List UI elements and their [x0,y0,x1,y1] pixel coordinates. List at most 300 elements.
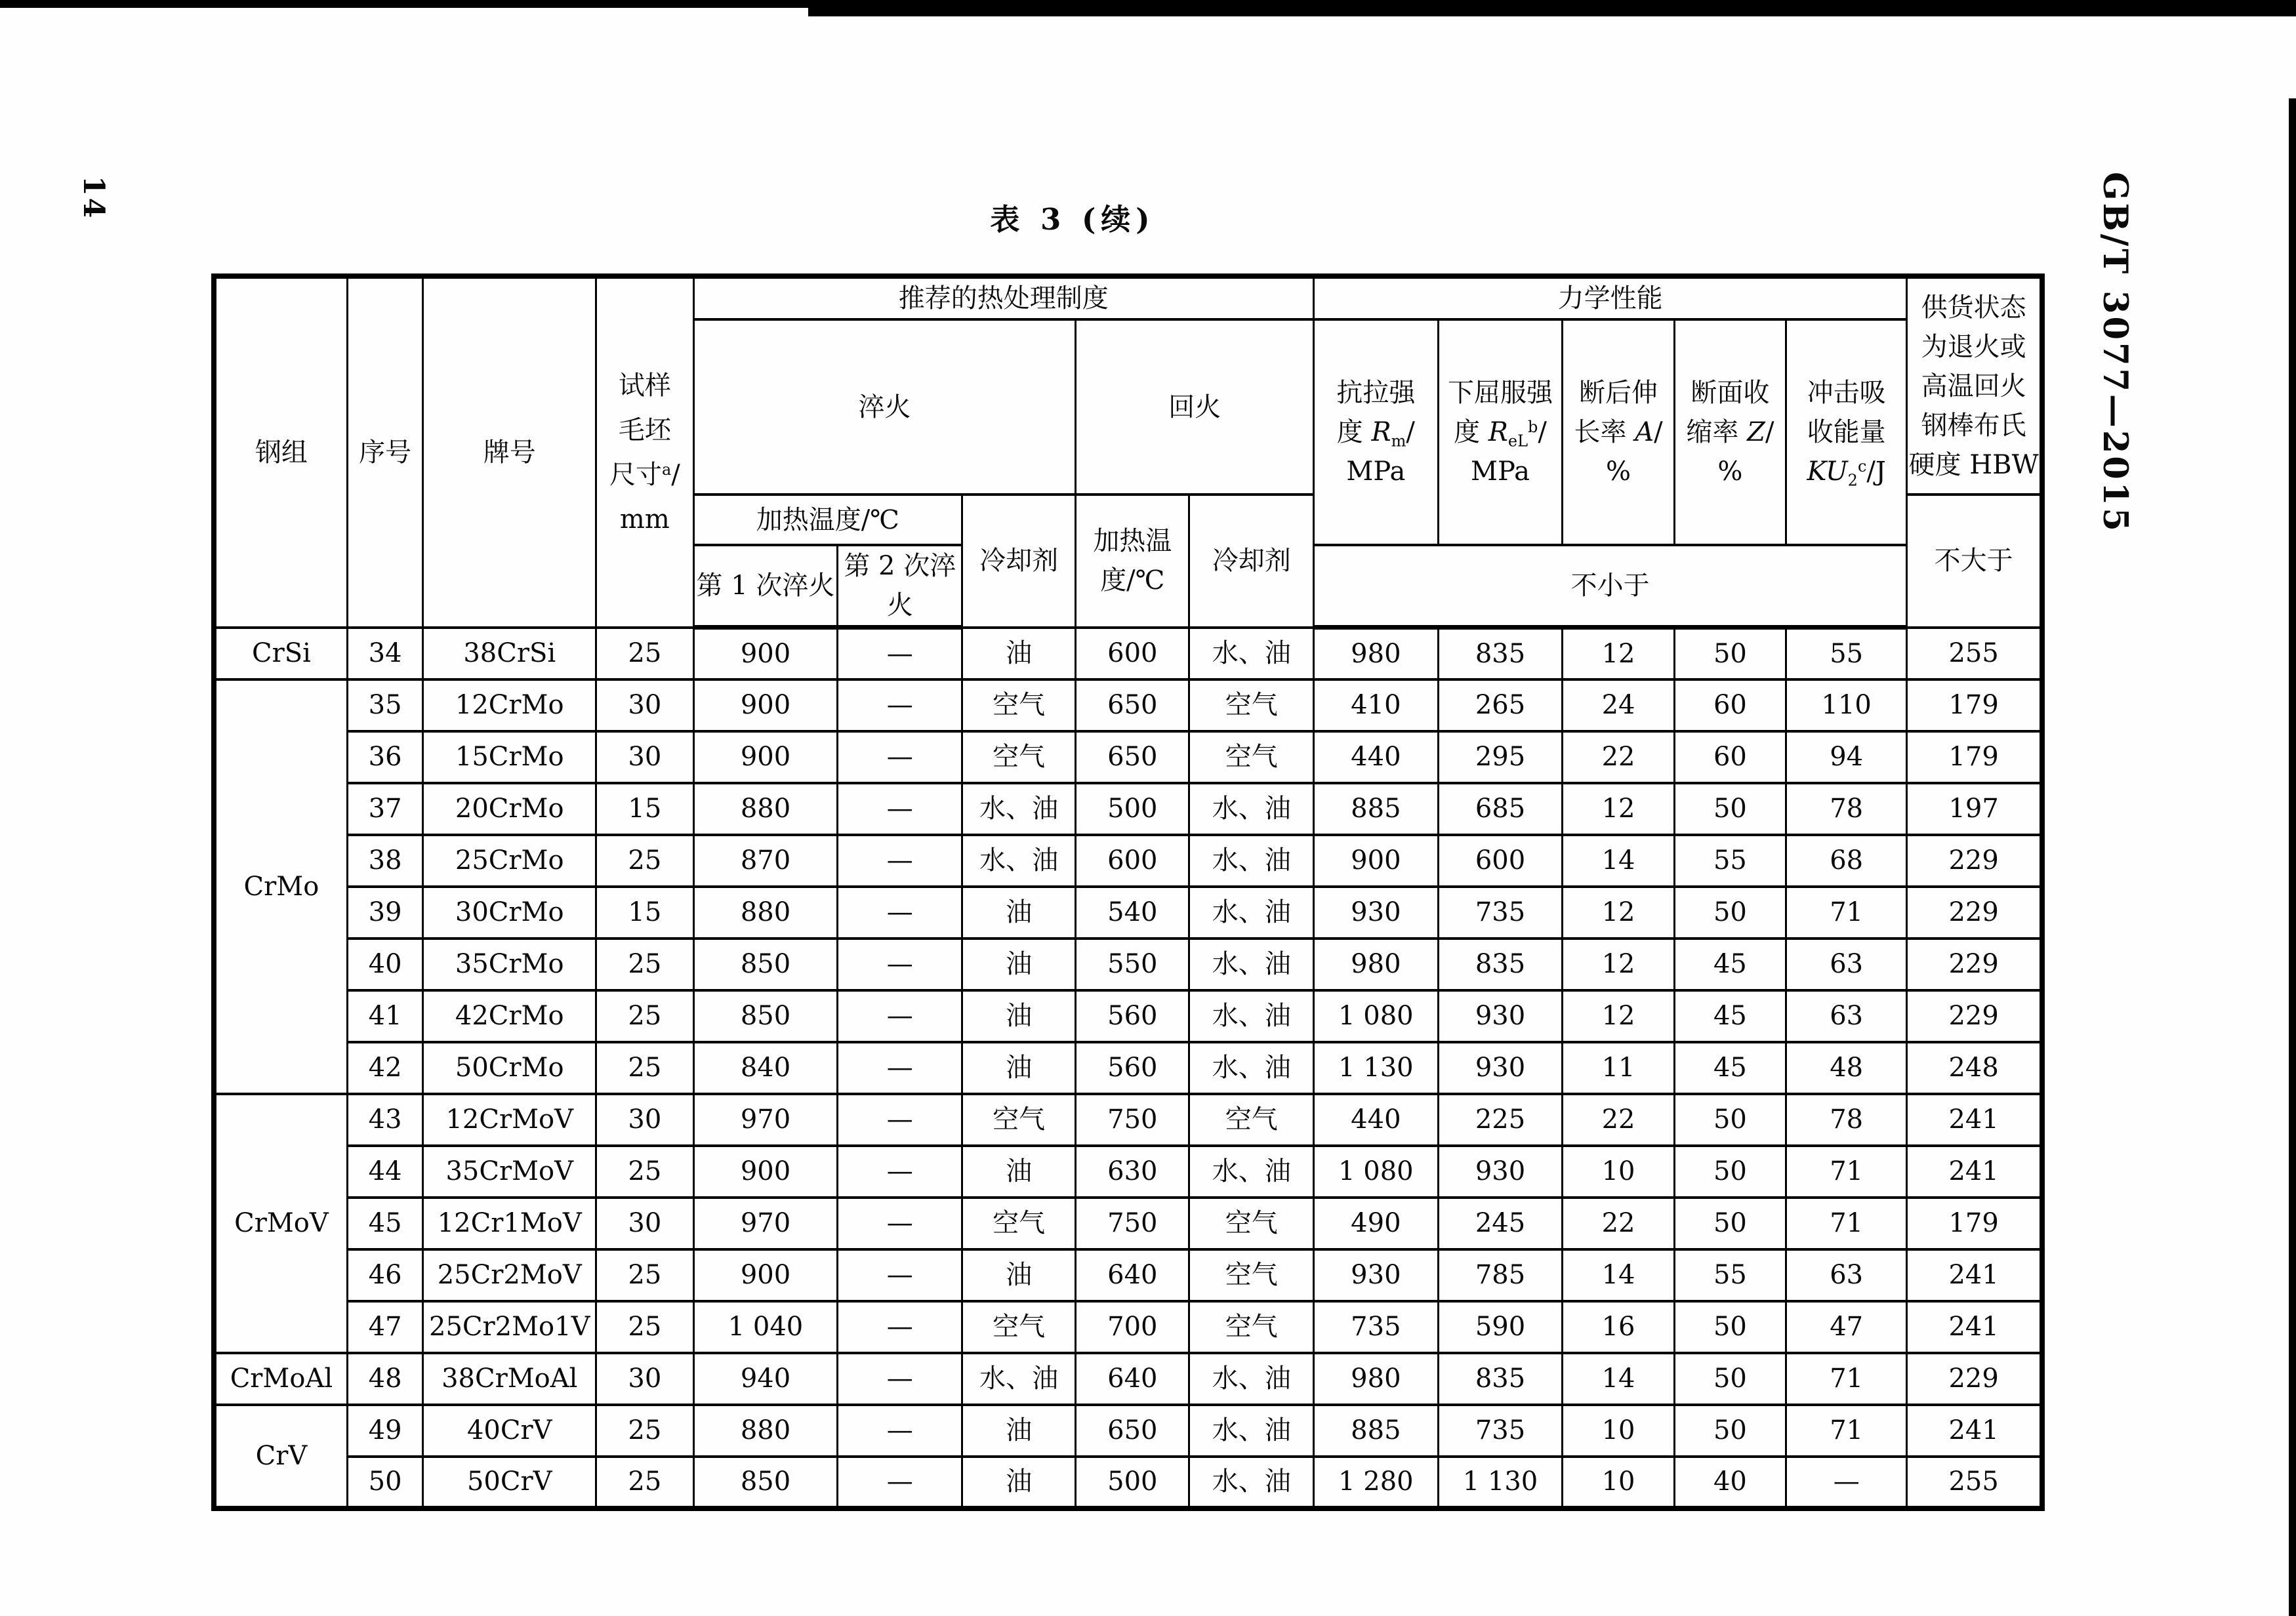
cell-coolant_t: 水、油 [1189,1457,1314,1508]
ku-footnote-c: c [1857,456,1867,475]
cell-z: 50 [1674,628,1786,679]
cell-z: 50 [1674,1198,1786,1249]
table-row [214,835,2042,887]
cell-rm: 885 [1314,1405,1439,1457]
cell-quench2: — [838,628,962,679]
cell-size: 25 [596,835,693,887]
cell-ku: 63 [1786,939,1907,990]
col-header-heating-temp-temper [1076,495,1189,628]
cell-size: 15 [596,887,693,939]
specimen-line4: mm [619,504,670,535]
cell-ku: 63 [1786,990,1907,1042]
cell-hbw: 241 [1907,1249,2042,1301]
cell-rm: 735 [1314,1301,1439,1353]
col-header-heat-treatment: 推荐的热处理制度 [693,276,1313,319]
cell-coolant_t: 空气 [1189,1198,1314,1249]
table-row [214,990,2042,1042]
cell-temper_temp: 560 [1076,990,1189,1042]
cell-rm: 1 080 [1314,990,1439,1042]
cell-rel: 835 [1438,939,1563,990]
cell-rm: 980 [1314,939,1439,990]
cell-coolant_q: 水、油 [962,1353,1076,1405]
cell-quench2: — [838,835,962,887]
specimen-line3-slash: / [671,459,680,490]
cell-steel-group: CrMoAl [214,1353,347,1405]
cell-ku: 63 [1786,1249,1907,1301]
cell-grade: 40CrV [423,1405,596,1457]
cell-ku: 47 [1786,1301,1907,1353]
ku-line1: 冲击吸 [1807,378,1886,408]
ku-line2: 收能量 [1807,417,1886,447]
cell-z: 55 [1674,1249,1786,1301]
cell-size: 25 [596,990,693,1042]
cell-temper_temp: 700 [1076,1301,1189,1353]
cell-coolant_q: 油 [962,1457,1076,1508]
cell-coolant_q: 空气 [962,1198,1076,1249]
cell-quench1: 970 [693,1094,838,1146]
cell-rel: 600 [1438,835,1563,887]
cell-serial: 44 [347,1146,422,1198]
cell-steel-group: CrV [214,1405,347,1508]
cell-rm: 490 [1314,1198,1439,1249]
cell-hbw: 229 [1907,990,2042,1042]
cell-rel: 835 [1438,628,1563,679]
ku-line3 [1787,452,1906,491]
rel-line2-pre: 度 [1454,417,1488,447]
cell-size: 25 [596,1405,693,1457]
cell-coolant_t: 水、油 [1189,939,1314,990]
cell-a: 12 [1563,990,1674,1042]
cell-rm: 440 [1314,731,1439,783]
cell-quench1: 900 [693,1249,838,1301]
cell-steel-group: CrMoV [214,1094,347,1353]
ku-subscript: 2 [1847,471,1858,490]
cell-rm: 1 280 [1314,1457,1439,1508]
delivery-line4: 钢棒布氏 [1921,410,2026,441]
cell-size: 25 [596,939,693,990]
col-header-coolant-quench: 冷却剂 [962,495,1076,628]
a-line2-pre: 长率 [1574,417,1635,447]
cell-a: 11 [1563,1042,1674,1094]
cell-temper_temp: 550 [1076,939,1189,990]
cell-coolant_t: 水、油 [1189,628,1314,679]
col-header-first-quench: 第 1 次淬火 [693,545,838,628]
cell-quench1: 880 [693,887,838,939]
cell-quench2: — [838,1094,962,1146]
temper-temp-line1: 加热温 [1093,526,1172,557]
cell-quench1: 850 [693,990,838,1042]
cell-serial: 42 [347,1042,422,1094]
cell-grade: 12Cr1MoV [423,1198,596,1249]
cell-z: 50 [1674,1094,1786,1146]
cell-a: 12 [1563,783,1674,835]
cell-ku: 71 [1786,1146,1907,1198]
cell-grade: 12CrMoV [423,1094,596,1146]
cell-a: 10 [1563,1457,1674,1508]
cell-size: 30 [596,1353,693,1405]
cell-quench2: — [838,679,962,731]
cell-serial: 41 [347,990,422,1042]
cell-quench2: — [838,1457,962,1508]
cell-ku: 71 [1786,1353,1907,1405]
cell-rel: 785 [1438,1249,1563,1301]
col-header-reduction-of-area [1674,319,1786,545]
cell-coolant_q: 油 [962,1249,1076,1301]
cell-ku: 94 [1786,731,1907,783]
cell-size: 30 [596,1198,693,1249]
cell-quench1: 900 [693,679,838,731]
cell-temper_temp: 630 [1076,1146,1189,1198]
cell-serial: 35 [347,679,422,731]
cell-hbw: 197 [1907,783,2042,835]
col-header-steel-group: 钢组 [214,276,347,628]
cell-z: 50 [1674,1353,1786,1405]
rm-line3: MPa [1346,456,1406,487]
cell-serial: 46 [347,1249,422,1301]
cell-grade: 35CrMo [423,939,596,990]
cell-z: 50 [1674,887,1786,939]
cell-rel: 835 [1438,1353,1563,1405]
cell-rm: 885 [1314,783,1439,835]
cell-quench1: 880 [693,783,838,835]
cell-hbw: 241 [1907,1301,2042,1353]
cell-quench1: 880 [693,1405,838,1457]
cell-ku: 78 [1786,783,1907,835]
cell-size: 25 [596,1457,693,1508]
cell-grade: 25Cr2MoV [423,1249,596,1301]
col-header-quenching: 淬火 [693,319,1076,495]
cell-steel-group: CrSi [214,628,347,679]
cell-temper_temp: 540 [1076,887,1189,939]
cell-serial: 38 [347,835,422,887]
cell-grade: 35CrMoV [423,1146,596,1198]
cell-coolant_q: 油 [962,1405,1076,1457]
cell-grade: 50CrMo [423,1042,596,1094]
steel-properties-table [211,273,2045,1511]
cell-hbw: 255 [1907,1457,2042,1508]
cell-a: 10 [1563,1405,1674,1457]
cell-coolant_t: 空气 [1189,1094,1314,1146]
cell-ku: 71 [1786,1405,1907,1457]
cell-temper_temp: 560 [1076,1042,1189,1094]
col-header-yield-strength [1438,319,1563,545]
cell-size: 15 [596,783,693,835]
cell-a: 22 [1563,1094,1674,1146]
cell-ku: 48 [1786,1042,1907,1094]
cell-rel: 245 [1438,1198,1563,1249]
table-title: 表 3 (续) [990,202,1155,237]
z-line1: 断面收 [1691,378,1770,408]
delivery-line5: 硬度 HBW [1908,449,2039,480]
cell-hbw: 229 [1907,835,2042,887]
rel-symbol: R [1488,417,1508,447]
table-row [214,1457,2042,1508]
table-row [214,1301,2042,1353]
cell-hbw: 248 [1907,1042,2042,1094]
cell-coolant_q: 空气 [962,679,1076,731]
cell-hbw: 255 [1907,628,2042,679]
scan-edge-top-secondary [808,8,2296,16]
col-header-tempering: 回火 [1076,319,1314,495]
cell-coolant_q: 油 [962,628,1076,679]
cell-rel: 735 [1438,1405,1563,1457]
cell-coolant_q: 空气 [962,731,1076,783]
cell-serial: 36 [347,731,422,783]
rel-footnote-b: b [1528,417,1538,436]
cell-temper_temp: 640 [1076,1353,1189,1405]
cell-temper_temp: 600 [1076,628,1189,679]
cell-z: 50 [1674,783,1786,835]
rel-line2 [1439,413,1562,452]
specimen-line2: 毛坯 [618,414,671,445]
a-line3: % [1606,456,1631,487]
z-line2-post: / [1765,417,1774,447]
cell-serial: 43 [347,1094,422,1146]
col-header-not-less-than: 不小于 [1314,545,1907,628]
cell-coolant_t: 水、油 [1189,1405,1314,1457]
cell-temper_temp: 640 [1076,1249,1189,1301]
cell-rm: 1 080 [1314,1146,1439,1198]
col-header-mech-props: 力学性能 [1314,276,1907,319]
col-header-serial: 序号 [347,276,422,628]
col-header-delivery-hbw [1907,276,2042,495]
rm-line2-pre: 度 [1336,417,1372,447]
standard-code: GB/T 3077—2015 [2095,172,2135,534]
cell-coolant_t: 空气 [1189,1249,1314,1301]
cell-temper_temp: 650 [1076,679,1189,731]
ku-symbol: KU [1807,456,1848,487]
cell-coolant_q: 水、油 [962,783,1076,835]
cell-size: 30 [596,1094,693,1146]
cell-coolant_q: 水、油 [962,835,1076,887]
col-header-specimen-size [596,276,693,628]
scan-edge-right [2289,98,2296,1616]
table-row [214,1405,2042,1457]
cell-z: 45 [1674,990,1786,1042]
specimen-line1: 试样 [618,370,671,401]
cell-hbw: 241 [1907,1094,2042,1146]
cell-serial: 37 [347,783,422,835]
cell-rel: 735 [1438,887,1563,939]
cell-a: 10 [1563,1146,1674,1198]
cell-quench1: 840 [693,1042,838,1094]
cell-a: 12 [1563,628,1674,679]
ku-line3-post: /J [1866,456,1886,487]
delivery-line3: 高温回火 [1921,371,2026,401]
cell-rm: 900 [1314,835,1439,887]
cell-hbw: 229 [1907,887,2042,939]
cell-grade: 25Cr2Mo1V [423,1301,596,1353]
cell-steel-group: CrMo [214,679,347,1094]
cell-z: 50 [1674,1301,1786,1353]
cell-quench2: — [838,939,962,990]
cell-serial: 40 [347,939,422,990]
cell-quench1: 900 [693,731,838,783]
cell-ku: 71 [1786,1198,1907,1249]
cell-quench1: 870 [693,835,838,887]
cell-size: 25 [596,1249,693,1301]
cell-grade: 25CrMo [423,835,596,887]
cell-z: 50 [1674,1146,1786,1198]
cell-coolant_t: 水、油 [1189,887,1314,939]
cell-coolant_t: 空气 [1189,1301,1314,1353]
rel-line3: MPa [1471,456,1530,487]
rm-line1: 抗拉强 [1336,378,1416,408]
table-row [214,1042,2042,1094]
cell-grade: 30CrMo [423,887,596,939]
table-row [214,939,2042,990]
cell-quench1: 1 040 [693,1301,838,1353]
rel-subscript: eL [1507,432,1528,451]
cell-z: 60 [1674,679,1786,731]
cell-temper_temp: 650 [1076,731,1189,783]
cell-temper_temp: 650 [1076,1405,1189,1457]
cell-quench2: — [838,990,962,1042]
cell-a: 22 [1563,731,1674,783]
cell-quench2: — [838,783,962,835]
col-header-impact-energy [1786,319,1907,545]
cell-coolant_q: 空气 [962,1301,1076,1353]
cell-grade: 15CrMo [423,731,596,783]
rm-line2-post: / [1406,417,1415,447]
cell-a: 14 [1563,1353,1674,1405]
cell-hbw: 241 [1907,1405,2042,1457]
cell-size: 30 [596,679,693,731]
page-number: 14 [77,176,110,220]
cell-coolant_q: 油 [962,887,1076,939]
a-line1: 断后伸 [1579,378,1658,408]
cell-coolant_t: 水、油 [1189,1042,1314,1094]
cell-quench1: 940 [693,1353,838,1405]
z-symbol: Z [1747,417,1765,447]
cell-z: 45 [1674,1042,1786,1094]
table-row [214,1353,2042,1405]
cell-rel: 685 [1438,783,1563,835]
cell-a: 12 [1563,939,1674,990]
cell-temper_temp: 750 [1076,1198,1189,1249]
cell-quench2: — [838,1198,962,1249]
cell-temper_temp: 750 [1076,1094,1189,1146]
cell-coolant_t: 水、油 [1189,783,1314,835]
cell-hbw: 179 [1907,731,2042,783]
cell-rm: 980 [1314,1353,1439,1405]
table-row [214,1249,2042,1301]
cell-hbw: 229 [1907,939,2042,990]
cell-z: 45 [1674,939,1786,990]
cell-a: 16 [1563,1301,1674,1353]
rm-line2 [1315,413,1437,452]
rm-symbol: R [1371,417,1391,447]
specimen-line3-text: 尺寸 [609,459,662,490]
cell-coolant_t: 水、油 [1189,1146,1314,1198]
cell-hbw: 179 [1907,679,2042,731]
z-line2-pre: 缩率 [1686,417,1748,447]
cell-hbw: 241 [1907,1146,2042,1198]
col-header-not-greater-than: 不大于 [1907,495,2042,628]
cell-temper_temp: 500 [1076,1457,1189,1508]
table-row [214,731,2042,783]
cell-z: 55 [1674,835,1786,887]
col-header-elongation [1563,319,1674,545]
cell-z: 60 [1674,731,1786,783]
cell-size: 25 [596,1146,693,1198]
cell-ku: — [1786,1457,1907,1508]
cell-rm: 440 [1314,1094,1439,1146]
cell-serial: 48 [347,1353,422,1405]
cell-quench2: — [838,1353,962,1405]
cell-size: 25 [596,1042,693,1094]
table-row [214,1198,2042,1249]
cell-rel: 930 [1438,990,1563,1042]
cell-quench2: — [838,1146,962,1198]
cell-rm: 930 [1314,1249,1439,1301]
col-header-heating-temp-quench: 加热温度/℃ [693,495,962,545]
cell-serial: 45 [347,1198,422,1249]
cell-a: 14 [1563,1249,1674,1301]
col-header-coolant-temper: 冷却剂 [1189,495,1314,628]
cell-rm: 980 [1314,628,1439,679]
cell-rel: 295 [1438,731,1563,783]
cell-grade: 20CrMo [423,783,596,835]
cell-temper_temp: 600 [1076,835,1189,887]
cell-a: 12 [1563,887,1674,939]
rel-line1: 下屈服强 [1447,378,1553,408]
cell-rm: 1 130 [1314,1042,1439,1094]
specimen-footnote-a: a [661,460,672,479]
a-symbol: A [1635,417,1654,447]
cell-quench1: 850 [693,1457,838,1508]
cell-serial: 39 [347,887,422,939]
scan-edge-top [0,0,2296,8]
cell-coolant_t: 水、油 [1189,1353,1314,1405]
table-body [214,628,2042,1508]
cell-coolant_q: 油 [962,990,1076,1042]
cell-rel: 590 [1438,1301,1563,1353]
cell-quench2: — [838,1042,962,1094]
table-row [214,1146,2042,1198]
cell-size: 25 [596,628,693,679]
a-line2-post: / [1654,417,1663,447]
cell-quench2: — [838,731,962,783]
cell-grade: 38CrMoAl [423,1353,596,1405]
z-line3: % [1717,456,1743,487]
delivery-line1: 供货状态 [1921,292,2026,323]
cell-hbw: 229 [1907,1353,2042,1405]
cell-serial: 47 [347,1301,422,1353]
cell-a: 22 [1563,1198,1674,1249]
cell-coolant_t: 水、油 [1189,835,1314,887]
table-row [214,887,2042,939]
cell-temper_temp: 500 [1076,783,1189,835]
cell-a: 14 [1563,835,1674,887]
cell-coolant_q: 油 [962,939,1076,990]
cell-serial: 49 [347,1405,422,1457]
cell-quench2: — [838,1405,962,1457]
cell-serial: 50 [347,1457,422,1508]
cell-serial: 34 [347,628,422,679]
rm-subscript: m [1391,432,1406,451]
rel-line2-post: / [1538,417,1547,447]
table-row [214,679,2042,731]
cell-ku: 55 [1786,628,1907,679]
cell-quench1: 850 [693,939,838,990]
cell-grade: 12CrMo [423,679,596,731]
cell-coolant_t: 水、油 [1189,990,1314,1042]
delivery-line2: 为退火或 [1921,331,2026,362]
cell-rel: 1 130 [1438,1457,1563,1508]
cell-ku: 68 [1786,835,1907,887]
cell-grade: 38CrSi [423,628,596,679]
